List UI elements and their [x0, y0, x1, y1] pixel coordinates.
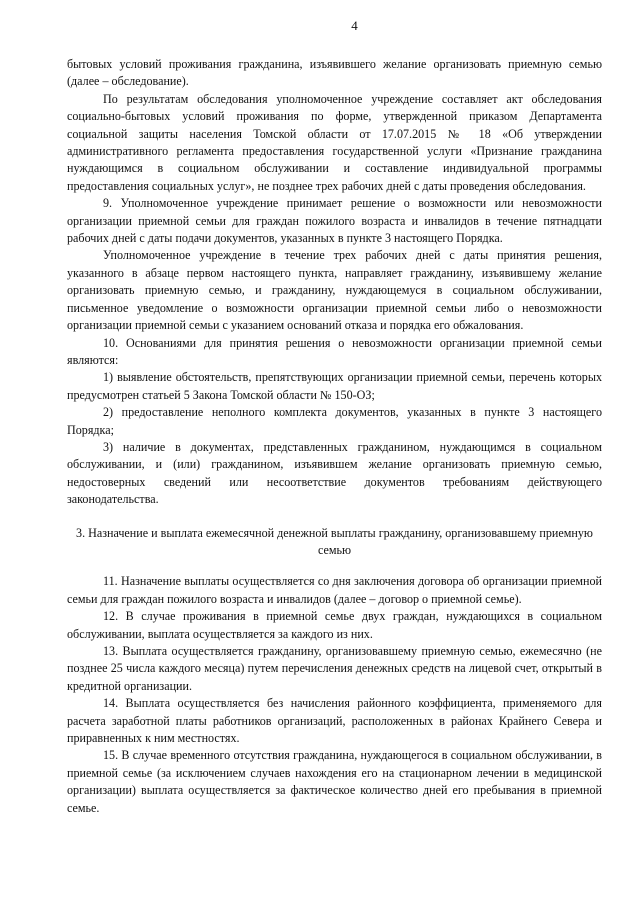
paragraph-continuation: бытовых условий проживания гражданина, изъявившего желание организовать приемную семью (далее – обследование). [67, 57, 602, 89]
paragraph-item-14: 14. Выплата осуществляется без начисления районного коэффициента, применяемого для расчета заработной платы работников организаций, расположенных в районах Крайнего Севера и приравненных к ним местностях. [67, 696, 602, 746]
paragraph-item-13: 13. Выплата осуществляется гражданину, организовавшему приемную семью, ежемесячно (не позднее 25 числа каждого месяца) путем перечисления денежных средств на лицевой счет, открытый в кредитной организации. [67, 644, 602, 693]
paragraph-item-10-3: 3) наличие в документах, представленных гражданином, нуждающимся в социальном обслуживании, и (или) гражданином, изъявившем желание организовать приемную семью, недостоверных сведений или несоответствие документов требованиям действующего законодательства. [67, 439, 602, 507]
paragraph-item-10-1: 1) выявление обстоятельств, препятствующих организации приемной семьи, перечень которых предусмотрен статьей 5 Закона Томской области № 150-ОЗ; [67, 370, 602, 402]
paragraph-notification: Уполномоченное учреждение в течение трех рабочих дней с даты принятия решения, указанного в абзаце первом настоящего пункта, направляет гражданину, изъявившему желание организовать приемную семью, и гражданину, нуждающемуся в социальном обслуживании, письменное уведомление о возможности организации приемной семьи либо о невозможности организации приемной семьи с указанием оснований отказа и порядка его обжалования. [67, 248, 602, 333]
paragraph-item-15: 15. В случае временного отсутствия гражданина, нуждающегося в социальном обслуживании, в приемной семье (за исключением случаев нахождения его на стационарном лечении в медицинской организации) выплата осуществляется за фактическое количество дней его пребывания в приемной семье. [67, 748, 602, 815]
paragraph-item-12: 12. В случае проживания в приемной семье двух граждан, нуждающихся в социальном обслуживании, выплата осуществляется за каждого из них. [67, 609, 602, 641]
paragraph-item-9: 9. Уполномоченное учреждение принимает решение о возможности или невозможности организации приемной семьи для граждан пожилого возраста и инвалидов в течение пятнадцати рабочих дней с даты подачи документов, указанных в пункте 3 настоящего Порядка. [67, 196, 602, 246]
paragraph-item-10: 10. Основаниями для принятия решения о невозможности организации приемной семьи являются: [67, 335, 602, 367]
paragraph-inspection-act: По результатам обследования уполномоченное учреждение составляет акт обследования социально-бытовых условий проживания по форме, утвержденной приказом Департамента социальной защиты населения Томской области от 17.07.2015 № 18 «Об утверждении административного регламента предоставления государственной услуги «Признание гражданина нуждающимся в социальном обслуживании и составление индивидуальной программы предоставления социальных услуг», не позднее трех рабочих дней с даты проведения обследования. [67, 91, 602, 193]
page-number: 4 [351, 18, 358, 33]
section-heading: 3. Назначение и выплата ежемесячной денежной выплаты гражданину, организовавшему приемную семью [76, 525, 593, 557]
paragraph-item-10-2: 2) предоставление неполного комплекта документов, указанных в пункте 3 настоящего Порядка; [67, 405, 602, 437]
paragraph-item-11: 11. Назначение выплаты осуществляется со дня заключения договора об организации приемной семьи для граждан пожилого возраста и инвалидов (далее – договор о приемной семье). [67, 574, 602, 606]
document-body [67, 56, 602, 817]
